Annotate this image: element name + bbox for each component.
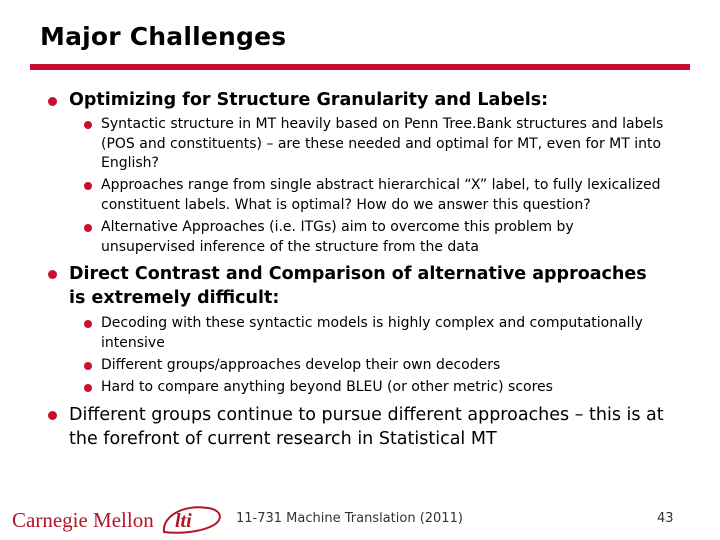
page-number: 43 — [657, 511, 674, 526]
logo-wordmark: Carnegie Mellon — [12, 508, 154, 532]
sub-bullet-2-1: Decoding with these syntactic models is highly complex and computationally intensive — [101, 315, 643, 351]
sub-bullet-2-2: Different groups/approaches develop their own decoders — [101, 357, 501, 373]
sub-bullet-2-3: Hard to compare anything beyond BLEU (or other metric) scores — [101, 379, 553, 395]
bullet-dot — [48, 270, 57, 279]
sub-bullet-dot — [84, 384, 92, 392]
sub-bullet-dot — [84, 182, 92, 190]
bullet-dot — [48, 411, 57, 420]
sub-bullet-1-1: Syntactic structure in MT heavily based on Penn Tree.Bank structures and labels (POS and constituents) – are these needed and optimal for MT, even for MT into English? — [101, 116, 664, 171]
cmu-lti-logo — [12, 502, 227, 538]
course-label: 11-731 Machine Translation (2011) — [236, 511, 463, 526]
sub-bullet-dot — [84, 362, 92, 370]
sub-bullet-dot — [84, 224, 92, 232]
bullet-2-text: Direct Contrast and Comparison of alternative approaches is extremely difficult: — [69, 264, 647, 308]
bullet-3-text: Different groups continue to pursue different approaches – this is at the forefront of current research in Statistical MT — [69, 405, 664, 449]
lti-logo-icon — [164, 507, 220, 533]
sub-bullet-1-2: Approaches range from single abstract hierarchical “X” label, to fully lexicalized constituent labels. What is optimal? How do we answer this question? — [101, 177, 661, 213]
sub-bullet-dot — [84, 320, 92, 328]
lti-mark: lti — [175, 510, 192, 532]
sub-bullet-1-3: Alternative Approaches (i.e. ITGs) aim to overcome this problem by unsupervised inference of the structure from the data — [101, 219, 574, 255]
bullet-1-text: Optimizing for Structure Granularity and Labels: — [69, 90, 549, 110]
bullet-dot — [48, 97, 57, 106]
slide-title: Major Challenges — [40, 22, 287, 51]
sub-bullet-dot — [84, 121, 92, 129]
title-underline — [30, 64, 690, 70]
